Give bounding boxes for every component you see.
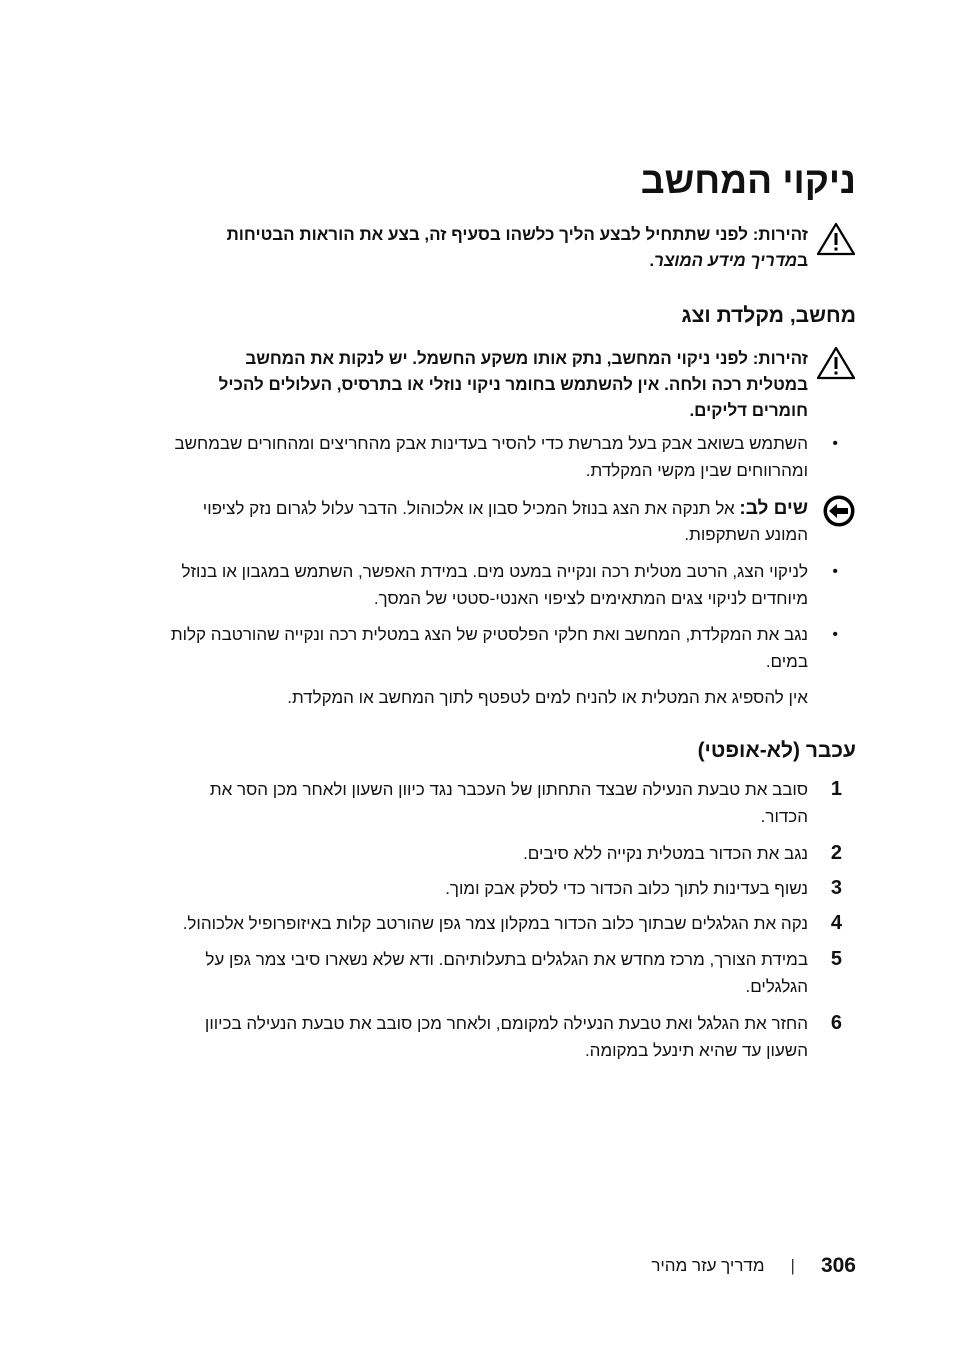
notice-hand-icon — [822, 494, 856, 536]
step-line: נקה את הגלגלים שבתוך כלוב הכדור במקלון צמר גפן שהורטב קלות באיזופרופיל אלכוהול. — [182, 914, 808, 933]
section-heading-computer-keyboard-monitor: מחשב, מקלדת וצג — [681, 304, 856, 327]
notice-label: שים לב: — [739, 498, 808, 519]
page-number: 306 — [820, 1254, 856, 1277]
warning-triangle-icon — [816, 346, 856, 388]
warning-line: לפני ניקוי המחשב, נתק אותו משקע החשמל. יש לנקות את המחשב — [245, 349, 748, 368]
list-item — [124, 430, 856, 484]
warning-line: במטלית רכה ולחה. אין להשתמש בחומר ניקוי נוזלי או בתרסיס, העלולים להכיל — [218, 375, 808, 394]
list-item — [124, 558, 856, 612]
warning-label: זהירות: — [752, 225, 808, 244]
step-line: הכדור. — [760, 807, 808, 826]
procedure-step — [124, 776, 856, 830]
page-footer — [651, 1254, 856, 1278]
procedure-step — [124, 1010, 856, 1064]
section-heading-mouse: עכבר (לא-אופטי) — [697, 739, 856, 762]
list-item-line: לניקוי הצג, הרטב מטלית רכה ונקייה במעט מים. במידת האפשר, השתמש במגבון או בנוזל — [181, 562, 808, 581]
notice-line: המונע השתקפות. — [684, 525, 808, 544]
warning-callout-2 — [124, 346, 856, 424]
procedure-step — [124, 946, 856, 1000]
procedure-step — [124, 875, 856, 902]
warning-text-suffix: . — [649, 251, 655, 270]
procedure-step — [124, 910, 856, 937]
step-line: החזר את הגלגל ואת טבעת הנעילה למקומם, ולאחר מכן סובב את טבעת הנעילה בכיוון — [204, 1014, 808, 1033]
warning-text-prefix: ב — [797, 251, 808, 270]
warning-text: לפני שתתחיל לבצע הליך כלשהו בסעיף זה, בצע את הוראות הבטיחות — [226, 225, 748, 244]
step-line: נשוף בעדינות לתוך כלוב הכדור כדי לסלק אבק ומוך. — [445, 879, 808, 898]
list-item-line: ומהרווחים שבין מקשי המקלדת. — [585, 461, 808, 480]
warning-triangle-icon — [816, 222, 856, 264]
bullet-marker: • — [832, 626, 838, 643]
step-line: נגב את הכדור במטלית נקייה ללא סיבים. — [523, 844, 808, 863]
guide-name: מדריך עזר מהיר — [651, 1256, 765, 1275]
warning-label: זהירות: — [752, 349, 808, 368]
list-item-note: אין להספיג את המטלית או להניח למים לטפטף לתוך המחשב או המקלדת. — [287, 688, 808, 707]
list-item-line: במים. — [765, 652, 808, 671]
list-item-line: נגב את המקלדת, המחשב ואת חלקי הפלסטיק של הצג במטלית רכה ונקייה שהורטבה קלות — [170, 625, 808, 644]
bullet-marker: • — [832, 563, 838, 580]
notice-line: אל תנקה את הצג בנוזל המכיל סבון או אלכוהול. הדבר עלול לגרום נזק לציפוי — [202, 499, 735, 518]
warning-callout — [124, 222, 856, 274]
step-number: 6 — [830, 1012, 842, 1034]
warning-line: חומרים דליקים. — [689, 401, 808, 420]
footer-separator: | — [790, 1256, 795, 1275]
list-item — [124, 621, 856, 675]
step-number: 1 — [830, 778, 842, 800]
notice-callout — [124, 496, 856, 548]
list-item-line: מיוחדים לניקוי צגים המתאימים לציפוי האנטי-סטטי של המסך. — [373, 589, 808, 608]
list-item-line: השתמש בשואב אבק בעל מברשת כדי להסיר בעדינות אבק מהחריצים ומהחורים שבמחשב — [174, 434, 808, 453]
step-line: סובב את טבעת הנעילה שבצד התחתון של העכבר נגד כיוון השעון ולאחר מכן הסר את — [209, 780, 808, 799]
warning-guide-reference: מדריך מידע המוצר — [654, 251, 798, 270]
procedure-step — [124, 840, 856, 867]
step-number: 4 — [830, 912, 842, 934]
bullet-marker: • — [832, 435, 838, 452]
step-number: 5 — [830, 948, 842, 970]
step-line: הגלגלים. — [745, 977, 808, 996]
step-number: 3 — [830, 877, 842, 899]
step-line: השעון עד שהיא תינעל במקומה. — [584, 1041, 808, 1060]
page-title: ניקוי המחשב — [640, 160, 856, 201]
step-number: 2 — [830, 842, 842, 864]
step-line: במידת הצורך, מרכז מחדש את הגלגלים בתעלותיהם. ודא שלא נשארו סיבי צמר גפן על — [205, 950, 808, 969]
